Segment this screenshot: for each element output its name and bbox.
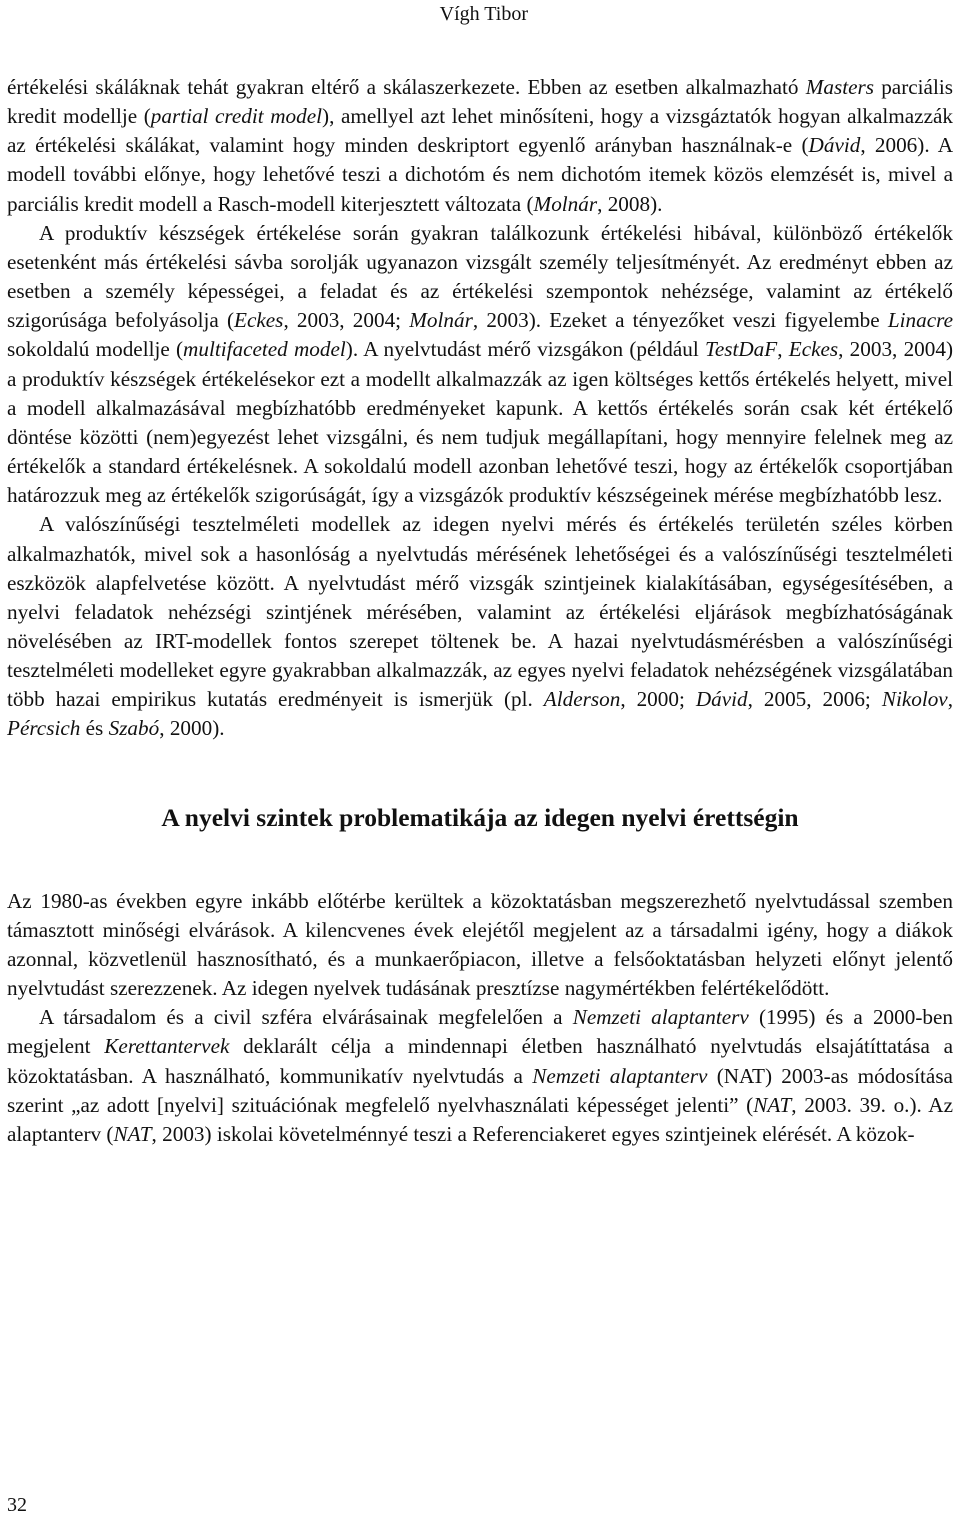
paragraph: A társadalom és a civil szféra elvárásainak megfelelően a Nemzeti alaptanterv (1995) és a 2000-ben megjelent Kerettantervek deklarált célja a mindennapi életben használható nyelvtudás elsajátíttatása a közoktatásban. A használható, kommunikatív nyelvtudás a Nemzeti alaptanterv (NAT) 2003-as módosítása szerint „az adott [nyelvi] szituációnak megfelelő nyelvhasználati képességet jelenti” (NAT, 2003. 39. o.). Az alaptanterv (NAT, 2003) iskolai követelménnyé teszi a Referenciakeret egyes szintjeinek elérését. A közok- [7, 1005, 953, 1146]
italic-text: partial credit model [150, 104, 323, 129]
italic-text: Pércsich [7, 716, 81, 741]
italic-text: Molnár [409, 308, 473, 333]
italic-text: Eckes [788, 337, 839, 362]
italic-text: NAT [753, 1092, 792, 1117]
italic-text: Linacre [887, 308, 954, 333]
italic-text: Alderson [543, 687, 621, 712]
italic-text: Eckes [234, 308, 284, 333]
italic-text: NAT [113, 1121, 152, 1146]
italic-text: TestDaF [705, 337, 778, 362]
italic-text: Dávid [695, 687, 748, 712]
running-head: Vígh Tibor [439, 3, 528, 25]
paragraph: A valószínűségi tesztelméleti modellek az idegen nyelvi mérés és értékelés területén széles körben alkalmazhatók, mivel sok a hasonlóság a nyelvtudás mérésének lehetőségei és a valószínűségi tesztelméleti eszközök alapfelvetése között. A nyelvtudást mérő vizsgák szintjeinek kialakításában, egységesítésében, a nyelvi feladatok nehézségi szintjének mérésében, valamint az értékelési eljárások megbízhatóságának növelésében az IRT-modellek fontos szerepet töltenek be. A hazai nyelvtudásmérésben a valószínűségi tesztelméleti modelleket egyre gyakrabban alkalmazzák, az egyes nyelvi feladatok nehézségének vizsgálatában több hazai empirikus kutatás eredményeit is ismerjük (pl. Alderson, 2000; Dávid, 2005, 2006; Nikolov, Pércsich és Szabó, 2000). [7, 512, 954, 741]
italic-text: Szabó [108, 716, 160, 741]
paragraph: A produktív készségek értékelése során gyakran találkozunk értékelési hibával, különböző értékelők esetenként más értékelési sávba sorolják ugyanazon vizsgált személy teljesítményét. Az eredményt ebben az esetben a személy képességei, a feladat és az értékelési szempontok nehézsége, valamint az értékelő szigorúsága befolyásolja (Eckes, 2003, 2004; Molnár, 2003). Ezeket a tényezőket veszi figyelembe Linacre sokoldalú modellje (multifaceted model). A nyelvtudást mérő vizsgákon (például TestDaF, Eckes, 2003, 2004) a produktív készségek értékelésekor ezt a modellt alkalmazzák az igen költséges kettős értékelés helyett, mivel a modell alkalmazásával megbízhatóbb eredményeket kapunk. A kettős értékelés során csak két értékelő döntése közötti (nem)egyezést lehet vizsgálni, és nem tudjuk megállapítani, hogy mennyire felelnek meg az értékelők a standard értékelésnek. A sokoldalú modell azonban lehetővé teszi, hogy az értékelők csoportjában határozzuk meg az értékelők szigorúságát, így a vizsgázók produktív készségeinek mérése megbízhatóbb lesz. [7, 220, 954, 508]
paragraph: értékelési skáláknak tehát gyakran eltérő a skálaszerkezete. Ebben az esetben alkalmazható Masters parciális kredit modellje (partial credit model), amellyel azt lehet minősíteni, hogy a vizsgáztatók hogyan alkalmazzák az értékelési skálákat, valamint hogy minden deskriptort egyenlő arányban használnak-e (Dávid, 2006). A modell további előnye, hogy lehetővé teszi a dichotóm és nem dichotóm itemek közös elemzését is, mivel a parciális kredit modell a Rasch-modell kiterjesztett változata (Molnár, 2008). [7, 75, 954, 216]
italic-text: Masters [805, 75, 874, 99]
italic-text: Nemzeti alaptanterv [572, 1005, 749, 1030]
italic-text: Dávid [808, 133, 861, 158]
section-heading: A nyelvi szintek problematikája az idegen nyelvi érettségin [161, 802, 799, 832]
italic-text: Molnár [533, 191, 598, 216]
italic-text: Nikolov [881, 687, 948, 712]
paragraph: Az 1980-as években egyre inkább előtérbe kerültek a közoktatásban megszerezhető nyelvtudással szemben támasztott minőségi elvárások. A kilencvenes évek elejétől megjelent az a társadalmi igény, hogy a diákok azonnal, közvetlenül hasznosítható, és a munkaerőpiacon, illetve a felsőoktatásban helyzeti előnyt jelentő nyelvtudást szerezzenek. Az idegen nyelvek tudásának presztízse nagymértékben felértékelődött. [7, 888, 953, 1001]
page-number: 32 [7, 1494, 27, 1516]
page-body [7, 73, 953, 1149]
italic-text: Nemzeti alaptanterv [532, 1063, 708, 1088]
italic-text: multifaceted model [183, 337, 346, 362]
italic-text: Kerettantervek [104, 1034, 230, 1059]
